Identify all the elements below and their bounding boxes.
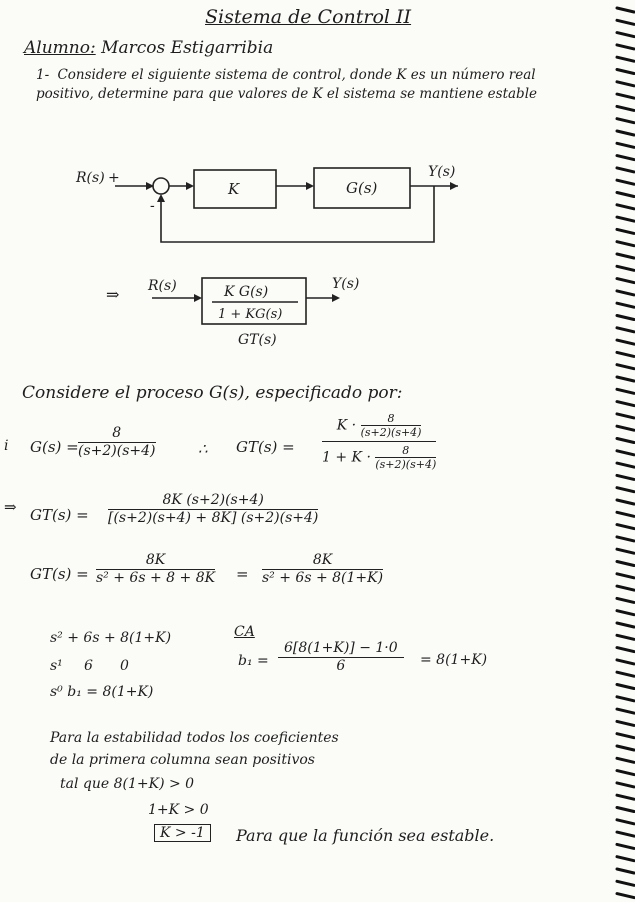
step3-lhs: GT(s) =: [30, 565, 89, 583]
binding-coil: [617, 291, 634, 295]
final-statement: Para que la función sea estable.: [236, 826, 495, 845]
b1-result: = 8(1+K): [420, 652, 488, 668]
binding-coil: [617, 340, 634, 344]
process-lhs: G(s) =: [30, 438, 79, 456]
binding-coil: [617, 844, 634, 848]
step2-arrow: ⇒: [4, 498, 17, 516]
binding-coil: [617, 8, 634, 12]
binding-coil: [617, 156, 634, 160]
gt-den-inner-fraction: [375, 444, 436, 471]
problem-text: Considere el siguiente sistema de control, donde K es un número real positivo, determine para que valores de K el sistema se mantiene estable: [36, 67, 537, 102]
process-denominator: (s+2)(s+4): [78, 443, 156, 459]
binding-coil: [617, 808, 634, 812]
binding-coil: [617, 70, 634, 74]
process-intro: Considere el proceso G(s), especificado por:: [22, 383, 403, 403]
binding-coil: [617, 832, 634, 836]
binding-coil: [617, 168, 634, 172]
result-box: K > -1: [154, 824, 211, 842]
binding-coil: [617, 894, 634, 898]
binding-coil: [617, 820, 634, 824]
binding-coil: [617, 463, 634, 467]
reduced-diagram: [100, 270, 400, 355]
problem-number: 1-: [36, 67, 50, 83]
binding-coil: [617, 746, 634, 750]
b1-denominator: 6: [336, 658, 346, 674]
reduced-output-label: Y(s): [332, 276, 360, 292]
binding-coil: [617, 648, 634, 652]
conclusion-line-1: Para la estabilidad todos los coeficientes: [50, 730, 339, 746]
binding-coil: [617, 672, 634, 676]
b1-lhs: b₁ =: [238, 653, 269, 669]
step3-numerator-2: 8K: [262, 552, 383, 570]
diagram-output-label: Y(s): [428, 164, 456, 180]
binding-coil: [617, 623, 634, 627]
step2-fraction: [108, 492, 318, 526]
reduced-input-arrowhead: [194, 294, 202, 302]
binding-coil: [617, 709, 634, 713]
step3-fraction-1: [96, 552, 215, 586]
gt-den-inner-den: (s+2)(s+4): [375, 458, 437, 471]
process-marker: i: [4, 438, 9, 454]
binding-coil: [617, 598, 634, 602]
gain-label: K: [228, 180, 240, 198]
ca-label: CA: [234, 624, 255, 640]
binding-coil: [617, 82, 634, 86]
feedback-path: [161, 186, 434, 242]
binding-coil: [617, 377, 634, 381]
binding-coil: [617, 611, 634, 615]
routh-row-3: s⁰ b₁ = 8(1+K): [50, 684, 154, 700]
binding-coil: [617, 562, 634, 566]
binding-coil: [617, 734, 634, 738]
closed-loop-denominator: 1 + KG(s): [218, 307, 283, 322]
gt-denominator-prefix: 1 + K ·: [322, 449, 371, 466]
binding-coil: [617, 205, 634, 209]
step2-numerator: 8K (s+2)(s+4): [108, 492, 318, 510]
reduced-output-arrowhead: [332, 294, 340, 302]
step3-numerator-1: 8K: [96, 552, 215, 570]
student-line: [24, 38, 273, 58]
binding-coil: [617, 33, 634, 37]
summing-junction: [153, 178, 169, 194]
binding-coil: [617, 365, 634, 369]
binding-coil: [617, 488, 634, 492]
routh-row-1: s² + 6s + 8(1+K): [50, 630, 172, 646]
binding-coil: [617, 537, 634, 541]
binding-coil: [617, 217, 634, 221]
binding-coil: [617, 685, 634, 689]
gt-fraction: [322, 412, 436, 471]
binding-coil: [617, 660, 634, 664]
binding-coil: [617, 389, 634, 393]
binding-coil: [617, 869, 634, 873]
binding-coil: [617, 328, 634, 332]
page-title: Sistema de Control II: [205, 6, 412, 28]
routh-row-2-b: 0: [120, 658, 129, 674]
binding-coil: [617, 783, 634, 787]
student-name: Marcos Estigarribia: [101, 38, 274, 58]
process-numerator: 8: [78, 425, 156, 443]
binding-coil: [617, 475, 634, 479]
binding-coil: [617, 881, 634, 885]
therefore-symbol: ∴: [198, 440, 208, 458]
student-label: Alumno:: [24, 38, 96, 58]
gt-numerator: [322, 412, 436, 442]
closed-loop-caption: GT(s): [238, 332, 277, 348]
conclusion-line-4: 1+K > 0: [148, 802, 209, 818]
diagram-minus-sign: -: [150, 198, 155, 214]
binding-coil: [617, 193, 634, 197]
binding-coil: [617, 303, 634, 307]
problem-statement: [36, 66, 596, 104]
gt-lhs: GT(s) =: [236, 438, 295, 456]
binding-coil: [617, 451, 634, 455]
step3-denominator-1: s² + 6s + 8 + 8K: [96, 570, 216, 586]
step3-fraction-2: [262, 552, 383, 586]
binding-coils: [617, 8, 634, 898]
b1-numerator: 6[8(1+K)] − 1·0: [278, 640, 404, 658]
plant-label: G(s): [346, 179, 378, 197]
binding-coil: [617, 574, 634, 578]
reduced-arrow: ⇒: [106, 285, 120, 304]
binding-coil: [617, 635, 634, 639]
binding-coil: [617, 20, 634, 24]
process-fraction: [78, 425, 156, 459]
binding-coil: [617, 525, 634, 529]
binding-coil: [617, 279, 634, 283]
conclusion-line-2: de la primera columna sean positivos: [50, 752, 315, 768]
gt-den-inner-num: 8: [375, 444, 436, 458]
output-arrowhead: [450, 182, 458, 190]
binding-coil: [617, 426, 634, 430]
gt-inner-fraction: [361, 412, 422, 439]
diagram-plus-sign: +: [108, 170, 120, 186]
gt-inner-num: 8: [361, 412, 422, 426]
binding-coil: [617, 143, 634, 147]
junction-arrowhead: [186, 182, 194, 190]
binding-coil: [617, 439, 634, 443]
binding-coil: [617, 771, 634, 775]
binding-coil: [617, 512, 634, 516]
spiral-binding: [613, 0, 635, 902]
closed-loop-numerator: K G(s): [224, 284, 269, 300]
gt-inner-den: (s+2)(s+4): [360, 426, 422, 439]
binding-coil: [617, 229, 634, 233]
binding-coil: [617, 549, 634, 553]
binding-coil: [617, 414, 634, 418]
binding-coil: [617, 106, 634, 110]
step2-lhs: GT(s) =: [30, 506, 89, 524]
diagram-input-label: R(s): [76, 170, 105, 186]
gt-numerator-k: K ·: [336, 417, 357, 434]
binding-coil: [617, 402, 634, 406]
binding-coil: [617, 352, 634, 356]
binding-coil: [617, 795, 634, 799]
binding-coil: [617, 180, 634, 184]
k-to-g-arrowhead: [306, 182, 314, 190]
binding-coil: [617, 758, 634, 762]
binding-coil: [617, 94, 634, 98]
binding-coil: [617, 500, 634, 504]
routh-row-2-s: s¹: [50, 658, 63, 674]
block-diagram: [60, 150, 480, 260]
binding-coil: [617, 857, 634, 861]
binding-coil: [617, 316, 634, 320]
binding-coil: [617, 45, 634, 49]
binding-coil: [617, 254, 634, 258]
binding-coil: [617, 266, 634, 270]
binding-coil: [617, 57, 634, 61]
step3-denominator-2: s² + 6s + 8(1+K): [262, 570, 384, 586]
binding-coil: [617, 131, 634, 135]
feedback-arrowhead: [157, 194, 165, 202]
gt-denominator: [322, 442, 436, 471]
conclusion-line-3: tal que 8(1+K) > 0: [60, 776, 195, 792]
reduced-input-label: R(s): [148, 278, 177, 294]
binding-coil: [617, 697, 634, 701]
binding-coil: [617, 721, 634, 725]
step3-equals: =: [236, 565, 249, 583]
routh-row-2-a: 6: [84, 658, 93, 674]
b1-fraction: [278, 640, 404, 674]
binding-coil: [617, 119, 634, 123]
binding-coil: [617, 242, 634, 246]
binding-coil: [617, 586, 634, 590]
step2-denominator: [(s+2)(s+4) + 8K] (s+2)(s+4): [108, 510, 319, 526]
